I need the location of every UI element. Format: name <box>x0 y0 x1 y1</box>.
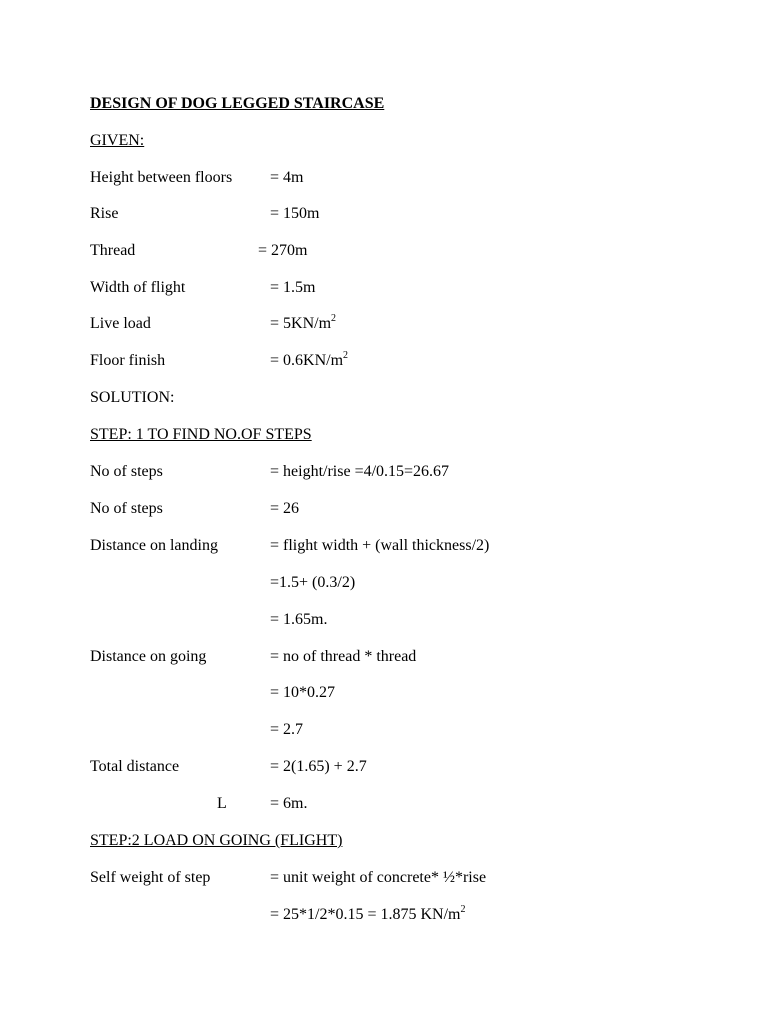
landing-value-1: = flight width + (wall thickness/2) <box>270 537 490 554</box>
landing-label: Distance on landing <box>90 537 218 554</box>
live-load-exponent: 2 <box>331 312 337 324</box>
floor-finish-exponent: 2 <box>343 349 349 361</box>
thread-label: Thread <box>90 242 136 259</box>
length-label: L <box>217 795 227 812</box>
rise-label: Rise <box>90 205 119 222</box>
self-weight-value-2 <box>270 905 466 925</box>
length-value: = 6m. <box>270 795 308 812</box>
going-value-3: = 2.7 <box>270 721 304 738</box>
self-weight-value-2-text: = 25*1/2*0.15 = 1.875 KN/m <box>270 906 461 923</box>
step2-heading: STEP:2 LOAD ON GOING (FLIGHT) <box>90 832 343 849</box>
floor-finish-value-text: = 0.6KN/m <box>270 352 344 369</box>
total-distance-label: Total distance <box>90 758 180 775</box>
height-label: Height between floors <box>90 169 233 186</box>
steps-label-2: No of steps <box>90 500 163 517</box>
landing-value-2: =1.5+ (0.3/2) <box>270 574 356 591</box>
floor-finish-value <box>270 351 348 371</box>
height-value: = 4m <box>270 169 304 186</box>
live-load-value-text: = 5KN/m <box>270 315 332 332</box>
floor-finish-label: Floor finish <box>90 352 166 369</box>
width-label: Width of flight <box>90 279 186 296</box>
steps-value: = height/rise =4/0.15=26.67 <box>270 463 450 480</box>
live-load-label: Live load <box>90 315 151 332</box>
rise-value: = 150m <box>270 205 320 222</box>
thread-value: = 270m <box>258 242 308 259</box>
landing-value-3: = 1.65m. <box>270 611 328 628</box>
going-value-2: = 10*0.27 <box>270 684 336 701</box>
solution-heading: SOLUTION: <box>90 389 175 406</box>
self-weight-label: Self weight of step <box>90 869 211 886</box>
width-value: = 1.5m <box>270 279 316 296</box>
total-distance-value: = 2(1.65) + 2.7 <box>270 758 367 775</box>
live-load-value <box>270 314 336 334</box>
given-heading: GIVEN: <box>90 132 145 149</box>
going-value-1: = no of thread * thread <box>270 648 417 665</box>
self-weight-value-1: = unit weight of concrete* ½*rise <box>270 869 487 886</box>
self-weight-exponent: 2 <box>460 903 466 915</box>
steps-value-2: = 26 <box>270 500 300 517</box>
steps-label: No of steps <box>90 463 163 480</box>
going-label: Distance on going <box>90 648 207 665</box>
document-title: DESIGN OF DOG LEGGED STAIRCASE <box>90 95 385 112</box>
step1-heading: STEP: 1 TO FIND NO.OF STEPS <box>90 426 312 443</box>
